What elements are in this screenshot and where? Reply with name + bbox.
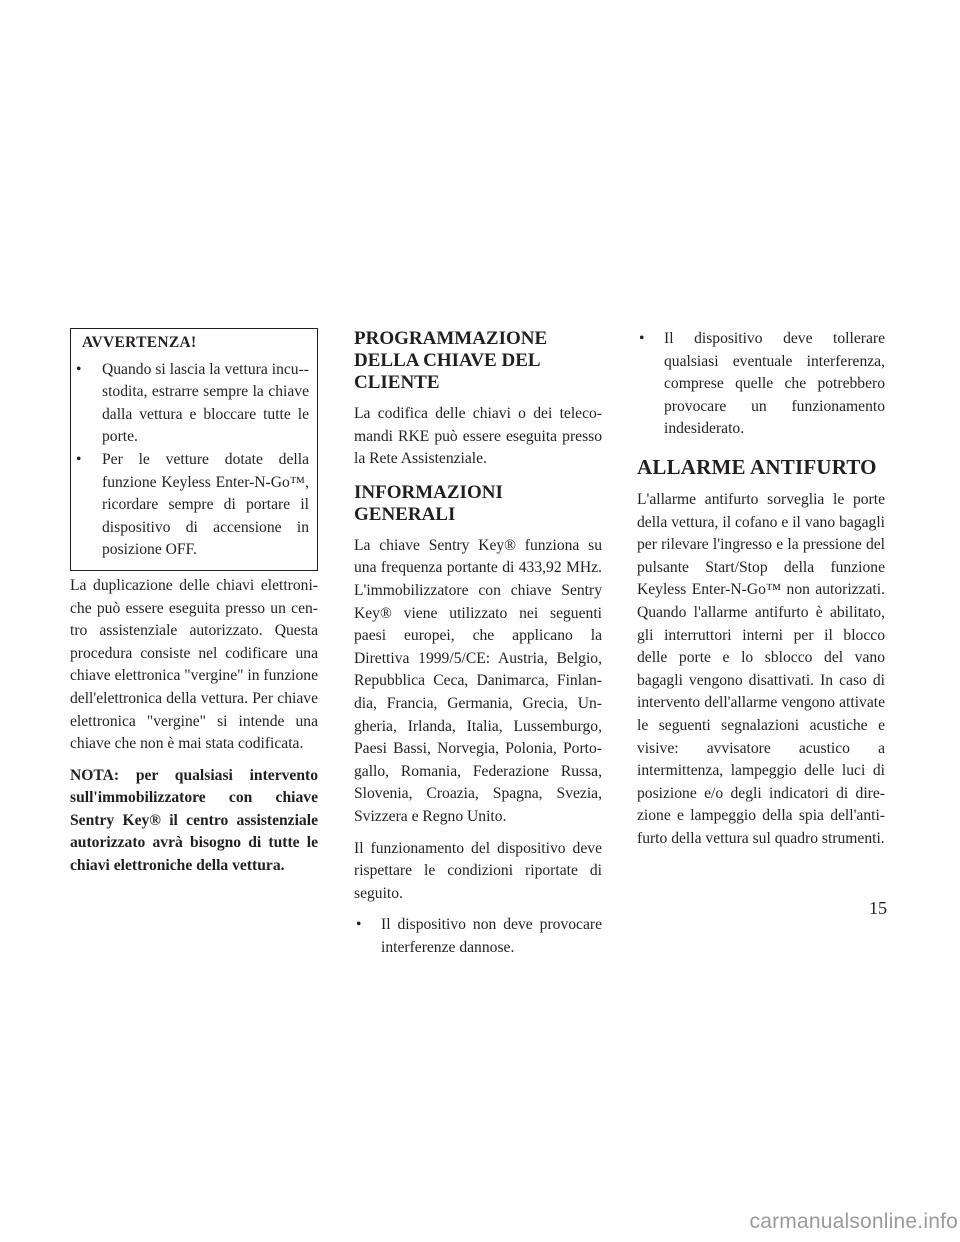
allarme-paragraph: L'allarme antifurto sorveglia le porte della vettura, il cofano e il vano bagagli per rilevare l'ingresso e la pressione del pulsante Start/Stop della funzione Keyless Enter-N-Go™ non autorizzati. Quando l'allarme antifurto è abilitato, gli interruttori interni per il blocco delle porte e lo sblocco del vano bagagli vengono disattivati. In caso di intervento dell'allarme vengono attivate le seguenti segnalazioni acustiche e visive: avvisatore acustico a intermittenza, lampeggio delle luci di posizione e/o degli indicatori di direzione e lampeggio della spia dell'antifurto della vettura sul quadro strumenti. xyxy=(637,490,885,847)
warning-item-text: Quando si lascia la vettura incu-stodita, estrarre sempre la chiave dalla vettura e bloccare tutte le porte. xyxy=(102,360,309,446)
funzionamento-paragraph: Il funzionamento del dispositivo deve rispettare le condizioni riportate di seguito. xyxy=(354,839,602,902)
programmazione-paragraph: La codifica delle chiavi o dei telecomandi RKE può essere eseguita presso la Rete Assistenziale. xyxy=(354,405,602,468)
column-middle xyxy=(354,328,602,959)
warning-list xyxy=(76,359,309,562)
list-item xyxy=(637,328,885,441)
list-item-text: Il dispositivo non deve provocare interferenze dannose. xyxy=(381,916,602,956)
warning-box xyxy=(70,328,318,571)
list-item xyxy=(354,914,602,959)
bullet-icon: • xyxy=(639,330,645,347)
heading-programmazione: PROGRAMMAZIONE DELLA CHIAVE DEL CLIENTE xyxy=(354,328,548,393)
warning-item-text: Per le vetture dotate della funzione Keyless Enter-N-Go™, ricordare sempre di portare il dispositivo di accensione in posizione OFF. xyxy=(102,450,309,559)
bullet-icon: • xyxy=(76,360,82,378)
bullet-icon: • xyxy=(356,916,362,934)
heading-informazioni-generali: INFORMAZIONI GENERALI xyxy=(354,481,503,525)
conditions-list xyxy=(354,914,602,959)
key-duplication-paragraph: La duplicazione delle chiavi elettroniche può essere eseguita presso un centro assistenziale autorizzato. Questa procedura consiste nel codificare una chiave elettronica "vergine" in funzione dell'elettronica della vettura. Per chiave elettronica "vergine" si intende una chiave che non è mai stata codificata. xyxy=(70,576,318,753)
warning-item xyxy=(76,449,309,562)
bullet-icon: • xyxy=(76,450,82,468)
warning-title: AVVERTENZA! xyxy=(82,334,197,351)
watermark: carmanualsonline.info xyxy=(749,1210,958,1233)
conditions-list-continued xyxy=(637,328,885,441)
page-number: 15 xyxy=(869,898,887,918)
warning-item xyxy=(76,359,309,449)
sentry-key-paragraph: La chiave Sentry Key® funziona su una frequenza portante di 433,92 MHz. L'immobilizzatore con chiave Sentry Key® viene utilizzato nei seguenti paesi europei, che applicano la Direttiva 1999/5/CE: Austria, Belgio, Repubblica Ceca, Danimarca, Finlandia, Francia, Germania, Grecia, Ungheria, Irlanda, Italia, Lussemburgo, Paesi Bassi, Norvegia, Polonia, Portogallo, Romania, Federazione Russa, Slovenia, Croazia, Spagna, Svezia, Svizzera e Regno Unito. xyxy=(354,536,602,825)
column-right xyxy=(637,328,885,859)
heading-allarme-antifurto: ALLARME ANTIFURTO xyxy=(637,454,877,479)
note-paragraph: NOTA: per qualsiasi intervento sull'immobilizzatore con chiave Sentry Key® il centro assistenziale autorizzato avrà bisogno di tutte le chiavi elettroniche della vettura. xyxy=(70,766,318,875)
column-left xyxy=(70,328,318,887)
list-item-text: Il dispositivo deve tollerare qualsiasi eventuale interferenza, comprese quelle che potrebbero provocare un funzionamento indesiderato. xyxy=(664,330,885,438)
